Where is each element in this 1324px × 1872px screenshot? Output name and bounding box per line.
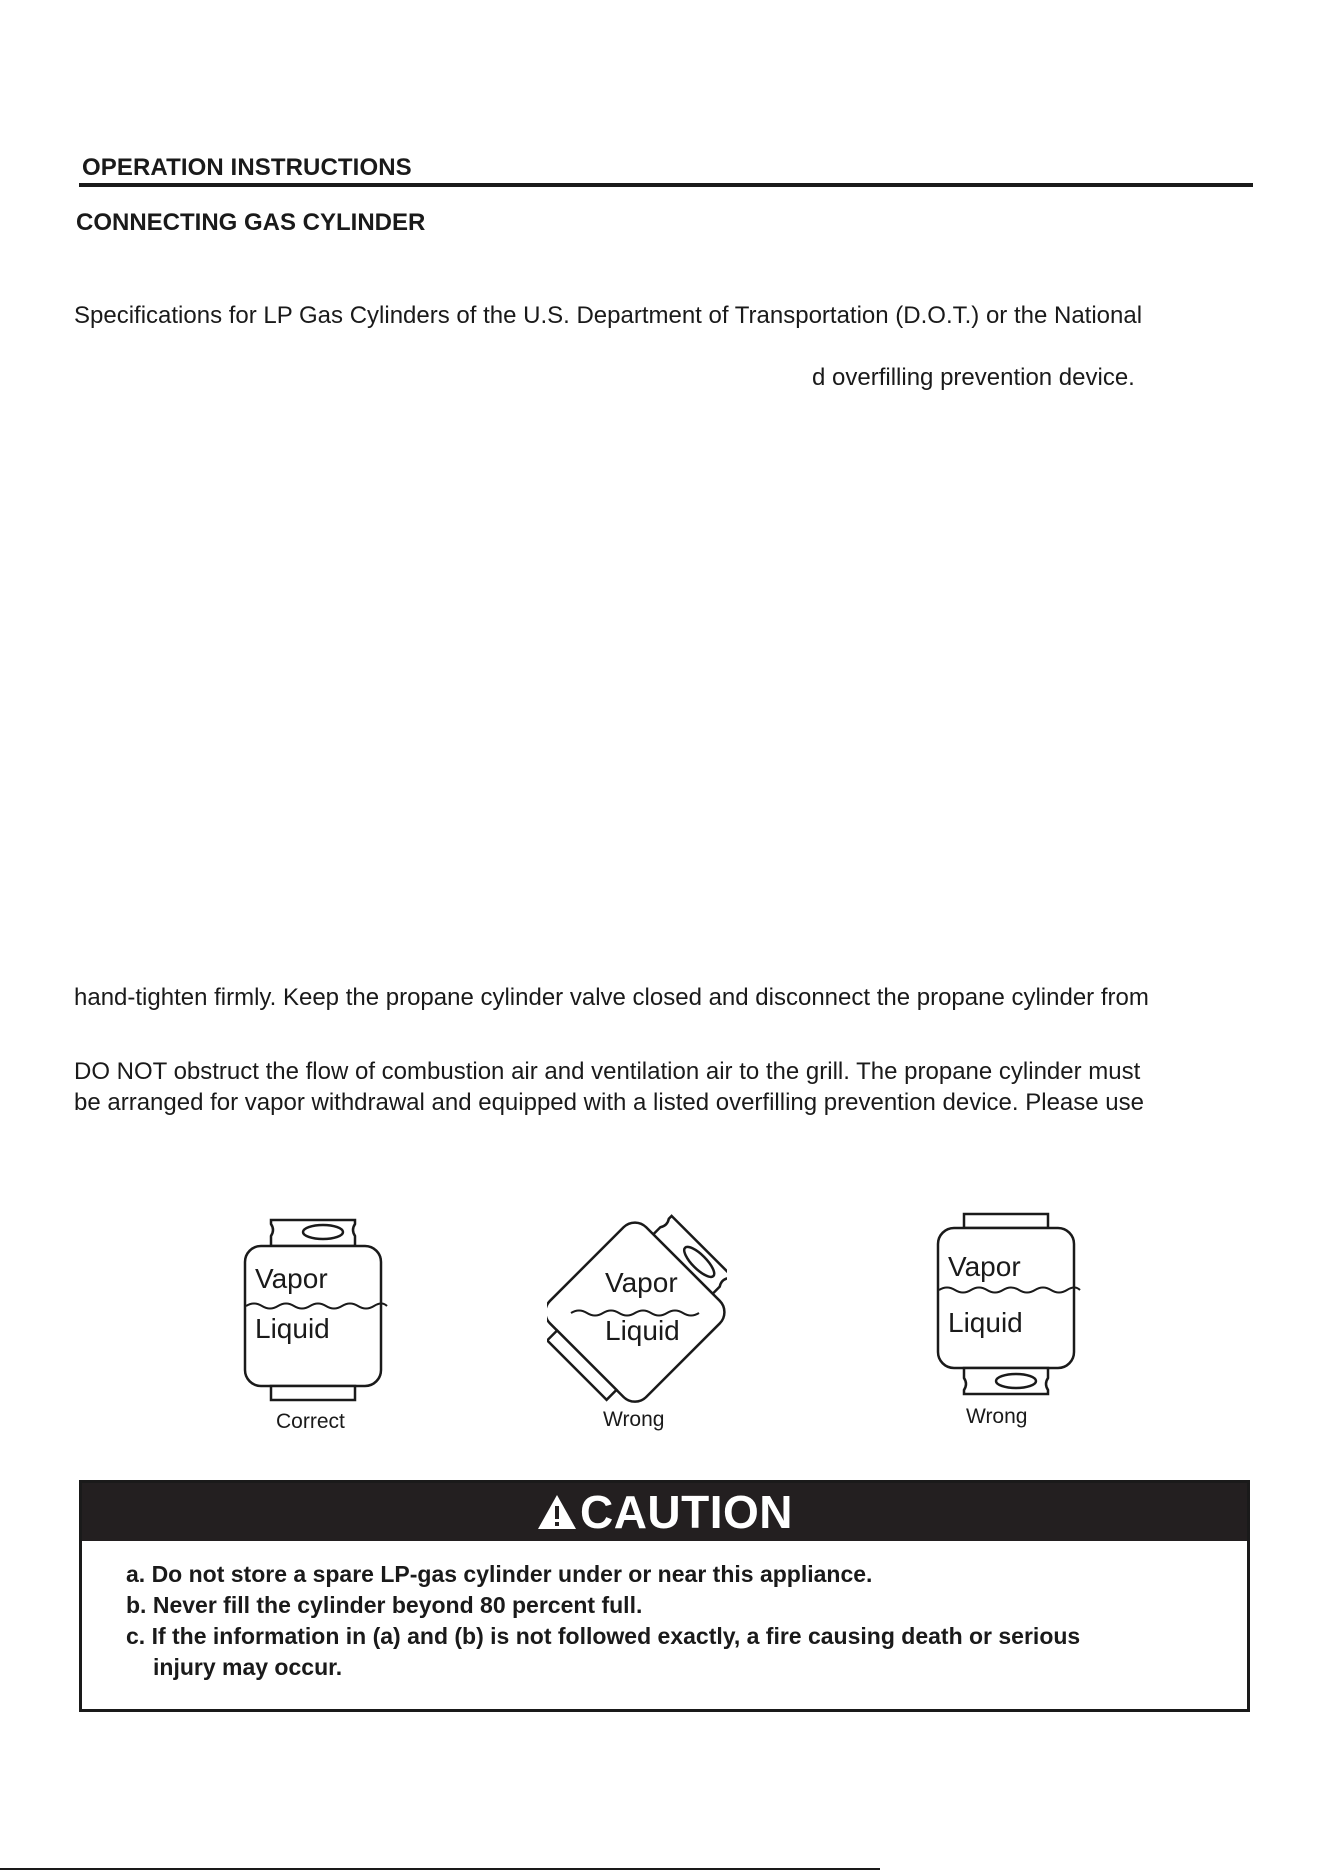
cylinder-upright-figure bbox=[225, 1210, 405, 1410]
body-text-line: Specifications for LP Gas Cylinders of the U.S. Department of Transportation (D.O.T.) or the National bbox=[74, 302, 1143, 329]
caution-item: injury may occur. bbox=[153, 1654, 343, 1680]
figure-caption-wrong: Wrong bbox=[603, 1408, 665, 1431]
cylinder-foot-ring bbox=[271, 1386, 355, 1400]
cylinder-valve-opening bbox=[996, 1374, 1036, 1388]
figure-caption-wrong: Wrong bbox=[966, 1405, 1028, 1428]
caution-title: CAUTION bbox=[579, 1486, 794, 1538]
caution-item: b. Never fill the cylinder beyond 80 percent full. bbox=[126, 1592, 643, 1618]
vapor-label: Vapor bbox=[948, 1251, 1021, 1282]
cylinder-foot-ring bbox=[964, 1214, 1048, 1228]
section-title: OPERATION INSTRUCTIONS bbox=[82, 154, 412, 181]
sub-title: CONNECTING GAS CYLINDER bbox=[76, 209, 426, 236]
liquid-label: Liquid bbox=[948, 1307, 1023, 1338]
caution-box bbox=[79, 1480, 1250, 1712]
body-text-line: DO NOT obstruct the flow of combustion air and ventilation air to the grill. The propane cylinder must bbox=[74, 1058, 1141, 1085]
body-text-line: hand-tighten firmly. Keep the propane cylinder valve closed and disconnect the propane cylinder from bbox=[74, 984, 1149, 1011]
cylinder-body bbox=[938, 1228, 1074, 1368]
section-divider bbox=[79, 183, 1253, 187]
caution-item: c. If the information in (a) and (b) is not followed exactly, a fire causing death or serious bbox=[126, 1623, 1081, 1649]
vapor-label: Vapor bbox=[255, 1263, 328, 1294]
cylinder-valve-opening bbox=[303, 1225, 343, 1239]
caution-header bbox=[82, 1483, 1247, 1541]
liquid-label: Liquid bbox=[255, 1313, 330, 1344]
footer-divider bbox=[0, 1868, 880, 1870]
caution-item: a. Do not store a spare LP-gas cylinder under or near this appliance. bbox=[126, 1561, 873, 1587]
vapor-label: Vapor bbox=[605, 1267, 678, 1298]
caution-list bbox=[126, 1559, 1080, 1683]
cylinder-inverted-figure bbox=[918, 1208, 1098, 1408]
body-text-line: d overfilling prevention device. bbox=[812, 364, 1135, 391]
cylinder-tilted-figure bbox=[547, 1205, 727, 1405]
liquid-label: Liquid bbox=[605, 1315, 680, 1346]
body-text-line: be arranged for vapor withdrawal and equipped with a listed overfilling prevention device. Please use bbox=[74, 1089, 1144, 1116]
warning-triangle-icon bbox=[536, 1493, 578, 1531]
figure-caption-correct: Correct bbox=[276, 1410, 345, 1433]
